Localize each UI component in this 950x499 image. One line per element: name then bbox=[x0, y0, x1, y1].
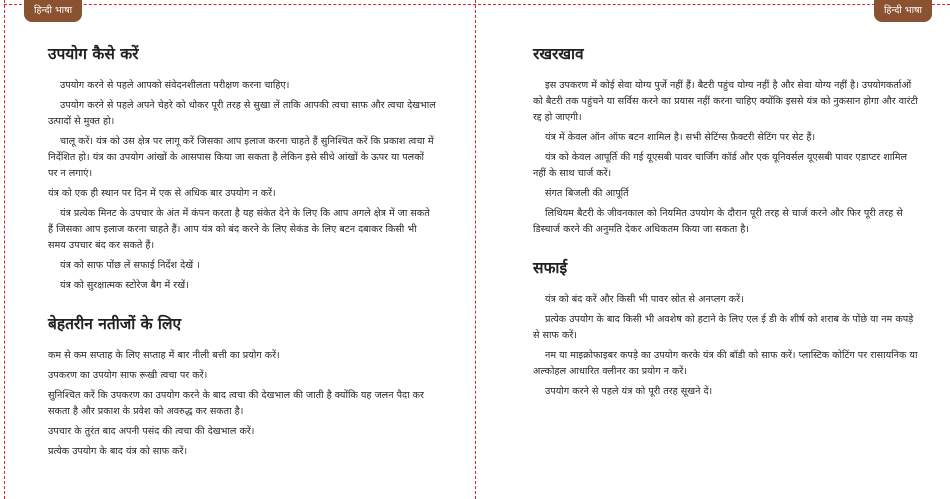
instruction-paragraph: उपचार के तुरंत बाद अपनी पसंद की त्वचा की देखभाल करें। bbox=[48, 426, 255, 437]
section-title: सफाई bbox=[533, 259, 568, 277]
instruction-paragraph: यंत्र को साफ पोंछ लें सफाई निर्देश देखें । bbox=[60, 260, 200, 271]
instruction-paragraph: इस उपकरण में कोई सेवा योग्य पुर्जे नहीं हैं। बैटरी पहुंच योग्य नहीं है और सेवा योग्य नहीं है। उपयोगकर्ताओं को बैटरी तक पहुंचने या सर्विस करने का प्रयास नहीं करना चाहिए क्योंकि इससे यंत्र को नुकसान होगा और वारंटी रद्द हो जाएगी। bbox=[533, 80, 918, 123]
instruction-paragraph: यंत्र प्रत्येक मिनट के उपचार के अंत में कंपन करता है यह संकेत देने के लिए कि आप अगले क्षेत्र में जा सकते हैं जिसका आप इलाज करना चाहते हैं। आप यंत्र को बंद करने के लिए सेकंड के लिए बटन दबाकर किसी भी समय उपचार बंद कर सकते हैं। bbox=[48, 208, 430, 251]
section-title: बेहतरीन नतीजों के लिए bbox=[48, 315, 182, 333]
instruction-paragraph: उपयोग करने से पहले अपने चेहरे को धोकर पूरी तरह से सुखा लें ताकि आपकी त्वचा साफ और त्वचा देखभाल उत्पादों से मुक्त हो। bbox=[48, 100, 436, 127]
instruction-paragraph: नम या माइक्रोफाइबर कपड़े का उपयोग करके यंत्र की बॉडी को साफ करें। प्लास्टिक कोटिंग पर रासायनिक या अल्कोहल आधारित क्लीनर का प्रयोग न करें। bbox=[533, 350, 918, 377]
instruction-paragraph: चालू करें। यंत्र को उस क्षेत्र पर लागू करें जिसका आप इलाज करना चाहते हैं सुनिश्चित करें कि प्रकाश त्वचा में निर्देशित हो। यंत्र का उपयोग आंखों के आसपास किया जा सकता है लेकिन इसे सीधे आंखों के ऊपर या पलकों पर न लगाएं। bbox=[48, 136, 434, 179]
instruction-paragraph: कम से कम सप्ताह के लिए सप्ताह में बार नीली बत्ती का प्रयोग करें। bbox=[48, 350, 280, 361]
instruction-paragraph: उपयोग करने से पहले यंत्र को पूरी तरह सूखने दें। bbox=[545, 386, 713, 397]
instruction-paragraph: सुनिश्चित करें कि उपकरण का उपयोग करने के बाद त्वचा की देखभाल की जाती है क्योंकि यह जलन पैदा कर सकता है और प्रकाश के प्रवेश को अवरुद्ध कर सकता है। bbox=[48, 390, 424, 417]
instruction-paragraph: यंत्र को सुरक्षात्मक स्टोरेज बैग में रखें। bbox=[60, 280, 189, 291]
instruction-paragraph: प्रत्येक उपयोग के बाद किसी भी अवशेष को हटाने के लिए एल ई डी के शीर्ष को शराब के पोंछे या नम कपड़े से साफ करें। bbox=[533, 314, 914, 341]
section-title: उपयोग कैसे करें bbox=[48, 45, 139, 63]
cut-line-center bbox=[475, 0, 476, 499]
instruction-paragraph: उपकरण का उपयोग साफ रूखी त्वचा पर करें। bbox=[48, 370, 208, 381]
instruction-paragraph: लिथियम बैटरी के जीवनकाल को नियमित उपयोग के दौरान पूरी तरह से चार्ज करने और फिर पूरी तरह से डिस्चार्ज करने की अनुमति देकर अधिकतम किया जा सकता है। bbox=[533, 208, 903, 235]
instruction-paragraph: संगत बिजली की आपूर्ति bbox=[545, 188, 629, 199]
instruction-paragraph: यंत्र को केवल आपूर्ति की गई यूएसबी पावर चार्जिंग कॉर्ड और एक यूनिवर्सल यूएसबी पावर एडाप्टर शामिल नहीं के साथ चार्ज करें। bbox=[533, 152, 907, 179]
instruction-paragraph: यंत्र में केवल ऑन ऑफ बटन शामिल है। सभी सेटिंग्स फ़ैक्टरी सेटिंग पर सेट हैं। bbox=[545, 132, 816, 143]
section-title: रखरखाव bbox=[533, 45, 584, 63]
cut-line-top bbox=[4, 4, 950, 5]
instruction-paragraph: यंत्र को बंद करें और किसी भी पावर स्रोत से अनप्लग करें। bbox=[545, 294, 744, 305]
cut-line-left bbox=[4, 0, 5, 499]
instruction-paragraph: उपयोग करने से पहले आपको संवेदनशीलता परीक्षण करना चाहिए। bbox=[60, 80, 290, 91]
instruction-paragraph: यंत्र को एक ही स्थान पर दिन में एक से अधिक बार उपयोग न करें। bbox=[48, 188, 276, 199]
language-tab-left: हिन्दी भाषा bbox=[24, 0, 82, 22]
right-page-column bbox=[533, 42, 918, 404]
language-tab-right: हिन्दी भाषा bbox=[874, 0, 932, 22]
instruction-paragraph: प्रत्येक उपयोग के बाद यंत्र को साफ करें। bbox=[48, 446, 188, 457]
left-page-column bbox=[48, 42, 436, 464]
